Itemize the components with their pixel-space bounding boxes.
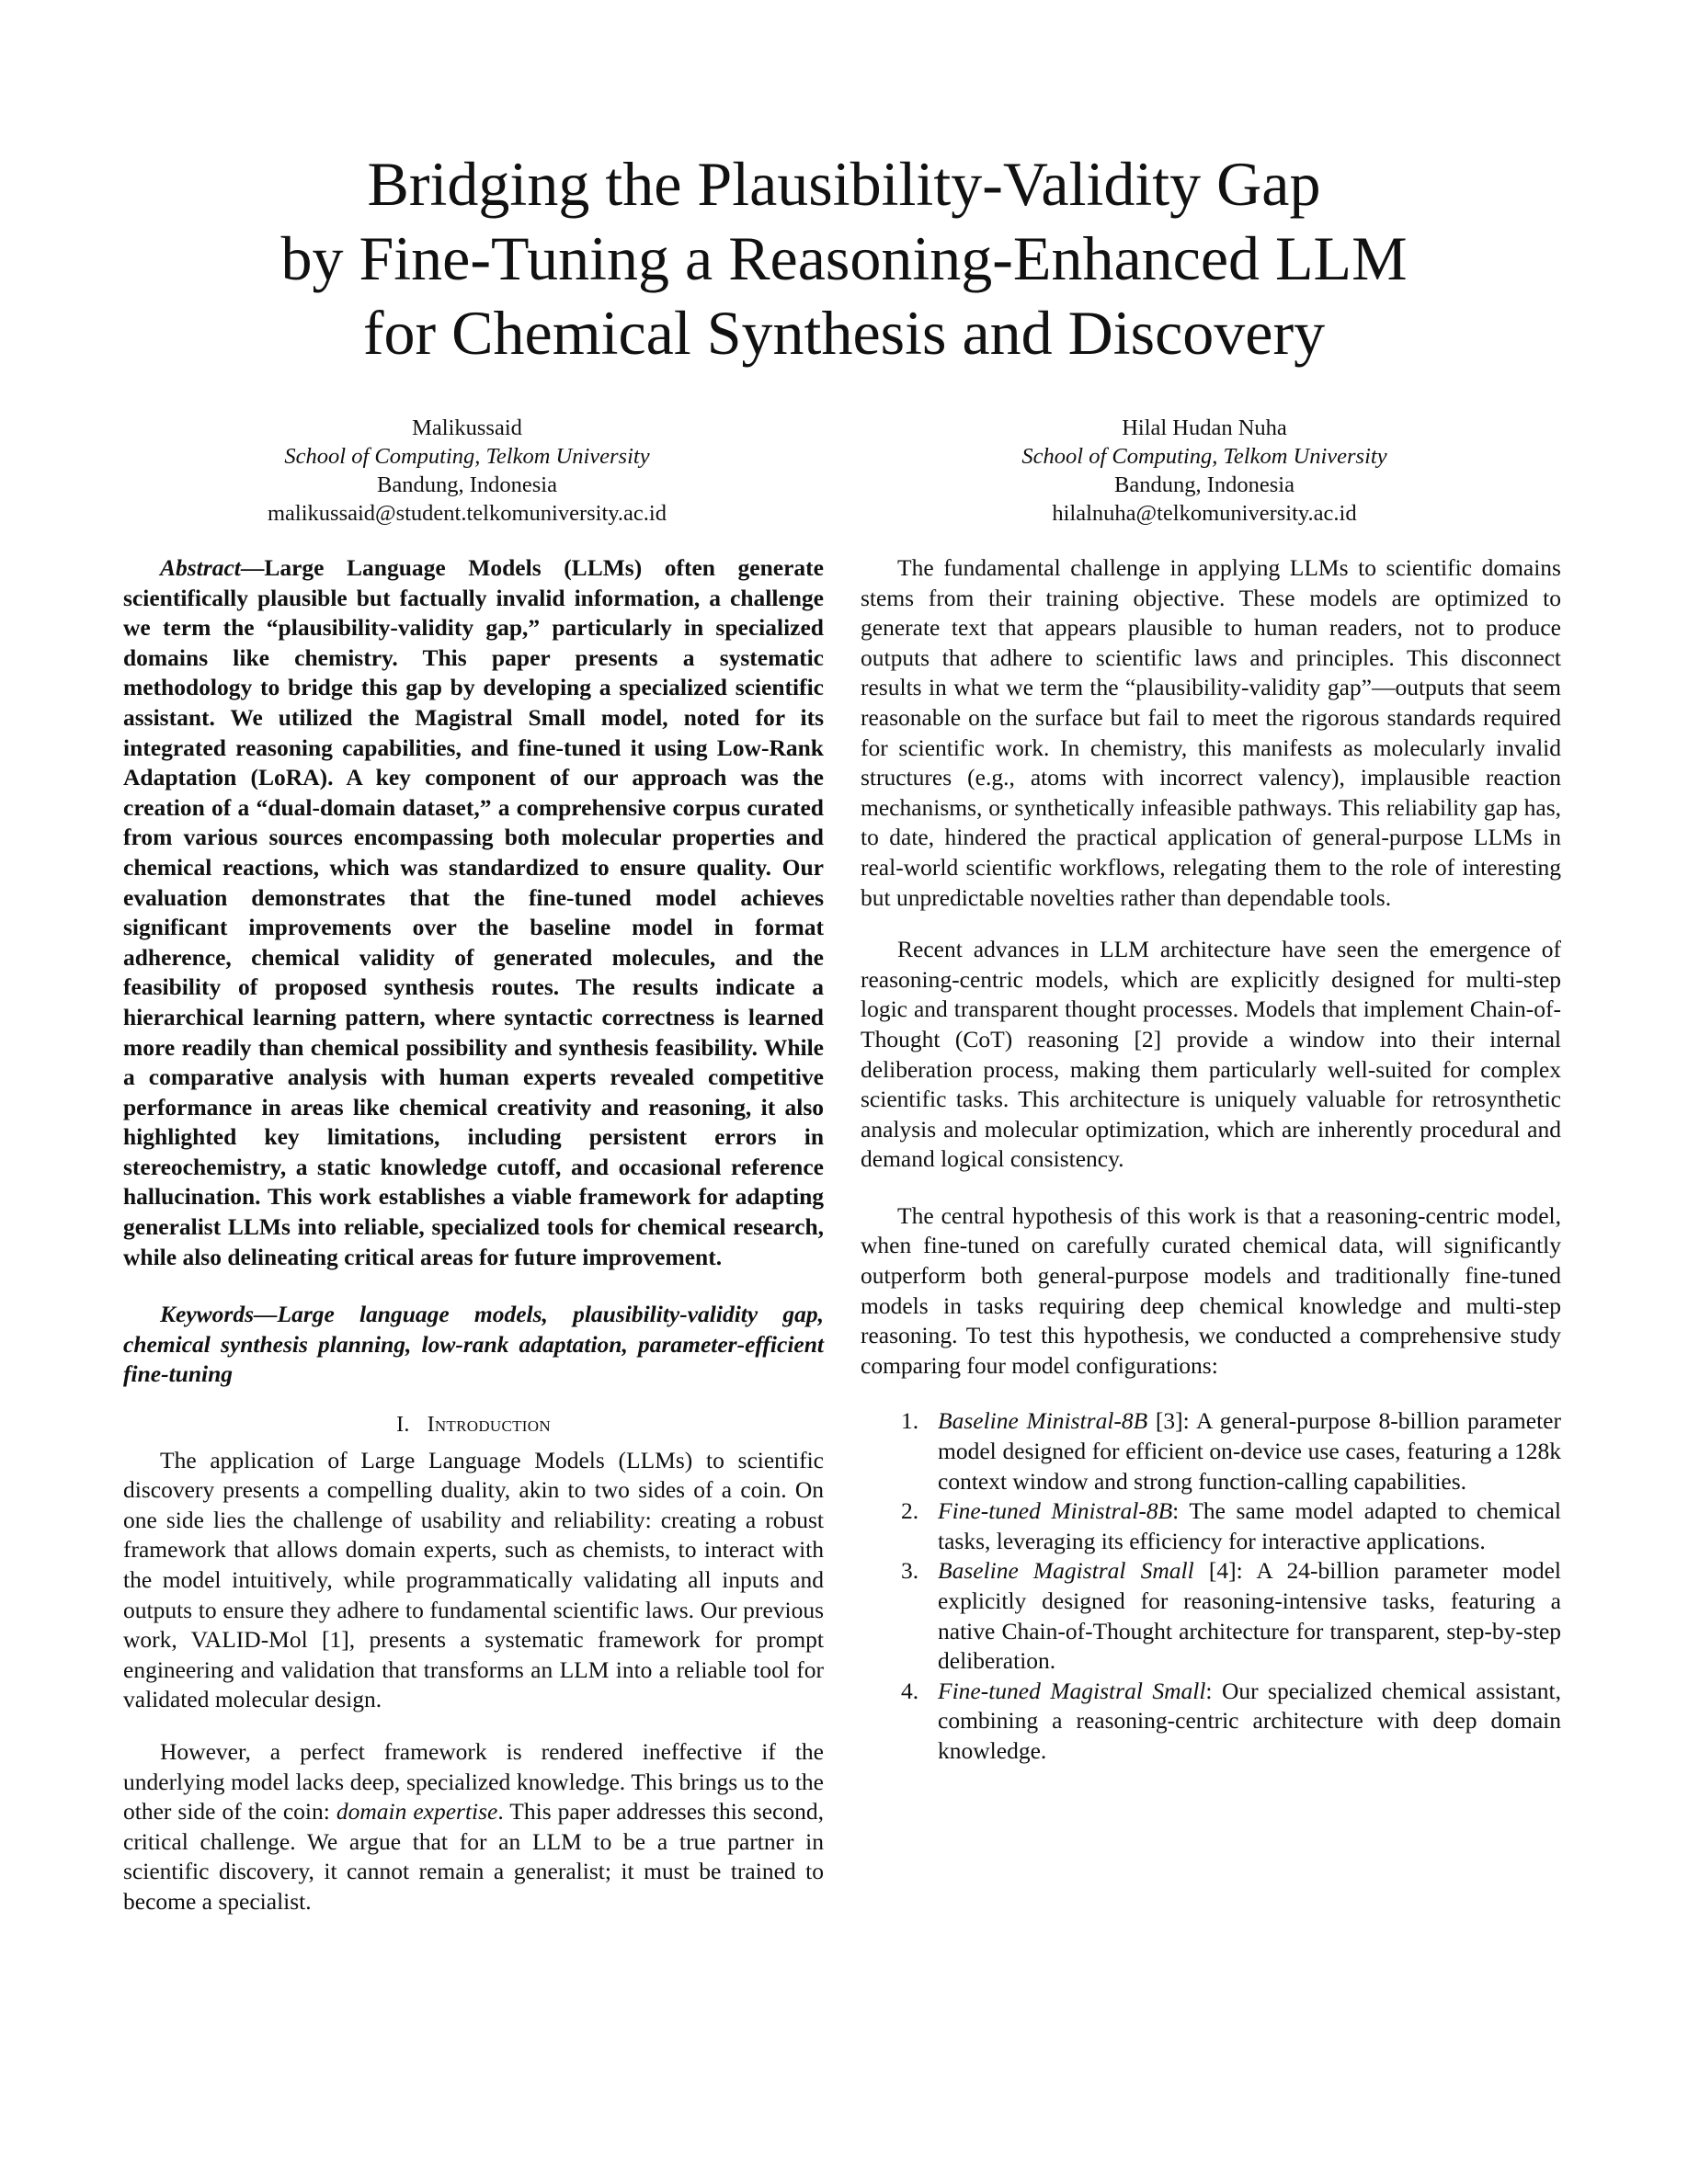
abstract: [123, 553, 824, 1272]
author-name: Malikussaid: [412, 415, 522, 440]
section-number: I.: [396, 1413, 410, 1438]
list-number: 1.: [901, 1407, 919, 1435]
model-name: Baseline Magistral Small: [938, 1557, 1194, 1585]
model-description: [4]: A 24-billion parameter model explicitly designed for reasoning-intensive tasks, featuring a native Chain-of-Thought architecture for transparent, step-by-step deliberation.: [938, 1557, 1561, 1675]
model-description: : Our specialized chemical assistant, combining a reasoning-centric architecture with deep domain knowledge.: [938, 1677, 1561, 1764]
author-block: [118, 414, 816, 528]
list-item: [861, 1496, 1561, 1556]
abstract-label: Abstract: [160, 554, 241, 581]
right-column: [861, 553, 1561, 1767]
list-item: [861, 1406, 1561, 1496]
title-line: by Fine-Tuning a Reasoning-Enhanced LLM: [280, 223, 1408, 293]
section-heading: [123, 1410, 824, 1440]
section-title: Introduction: [427, 1413, 551, 1438]
author-location: Bandung, Indonesia: [1114, 472, 1295, 497]
list-number: 2.: [901, 1497, 919, 1525]
paragraph: [123, 1737, 824, 1917]
list-number: 4.: [901, 1677, 919, 1704]
author-block: [855, 414, 1554, 528]
author-location: Bandung, Indonesia: [377, 472, 557, 497]
title-line: Bridging the Plausibility-Validity Gap: [367, 149, 1321, 219]
model-name: Fine-tuned Ministral-8B: [938, 1497, 1173, 1525]
paper-title: [147, 147, 1541, 370]
list-item: [861, 1556, 1561, 1676]
paragraph: The fundamental challenge in applying LLMs to scientific domains stems from their training objective. These models are optimized to generate text that appears plausible to human readers, not to produce outputs that adhere to scientific laws and principles. This disconnect results in what we term the “plausibility-validity gap”—outputs that seem reasonable on the surface but fail to meet the rigorous standards required for scientific work. In chemistry, this manifests as molecularly invalid structures (e.g., atoms with incorrect valency), implausible reaction mechanisms, or synthetically infeasible pathways. This reliability gap has, to date, hindered the practical application of general-purpose LLMs in real-world scientific workflows, relegating them to the role of interesting but unpredictable novelties rather than dependable tools.: [861, 554, 1561, 911]
emphasis-text: domain expertise: [336, 1798, 498, 1826]
list-number: 3.: [901, 1557, 919, 1585]
paragraph-text: . This paper addresses this second, critical challenge. We argue that for an LLM to be a true partner in scientific discovery, it cannot remain a generalist; it must be trained to become a specialist.: [123, 1798, 824, 1915]
paragraph: The central hypothesis of this work is that a reasoning-centric model, when fine-tuned on carefully curated chemical data, will significantly outperform both general-purpose models and traditionally fine-tuned models in tasks requiring deep chemical knowledge and multi-step reasoning. To test this hypothesis, we conducted a comprehensive study comparing four model configurations:: [861, 1201, 1561, 1379]
author-affiliation: School of Computing, Telkom University: [284, 444, 650, 469]
paragraph: The application of Large Language Models (LLMs) to scientific discovery presents a compelling duality, akin to two sides of a coin. On one side lies the challenge of usability and reliability: creating a robust framework that allows domain experts, such as chemists, to interact with the model intuitively, while programmatically validating all inputs and outputs to ensure they adhere to fundamental scientific laws. Our previous work, VALID-Mol [1], presents a systematic framework for prompt engineering and validation that transforms an LLM into a reliable tool for validated molecular design.: [123, 1446, 824, 1713]
model-list: [861, 1406, 1561, 1766]
model-description: [3]: A general-purpose 8-billion parameter model designed for efficient on-device use cases, featuring a 128k context window and strong function-calling capabilities.: [938, 1407, 1561, 1495]
author-name: Hilal Hudan Nuha: [1122, 415, 1287, 440]
model-description: : The same model adapted to chemical tasks, leveraging its efficiency for interactive applications.: [938, 1497, 1561, 1554]
paragraph: Recent advances in LLM architecture have seen the emergence of reasoning-centric models, which are explicitly designed for multi-step logic and transparent thought processes. Models that implement Chain-of-Thought (CoT) reasoning [2] provide a window into their internal deliberation process, making them particularly well-suited for complex scientific tasks. This architecture is uniquely valuable for retrosynthetic analysis and molecular optimization, which are inherently procedural and demand logical consistency.: [861, 936, 1561, 1173]
model-name: Fine-tuned Magistral Small: [938, 1677, 1206, 1704]
list-item: [861, 1677, 1561, 1767]
left-column: [123, 553, 824, 1917]
author-affiliation: School of Computing, Telkom University: [1021, 444, 1387, 469]
model-name: Baseline Ministral-8B: [938, 1407, 1148, 1435]
keywords: Keywords—Large language models, plausibility-validity gap, chemical synthesis planning, low-rank adaptation, parameter-efficient fine-tuning: [123, 1301, 824, 1388]
author-email: malikussaid@student.telkomuniversity.ac.id: [267, 501, 667, 526]
author-email: hilalnuha@telkomuniversity.ac.id: [1052, 501, 1357, 526]
abstract-body: Large Language Models (LLMs) often generate scientifically plausible but factually invalid information, a challenge we term the “plausibility-validity gap,” particularly in specialized domains like chemistry. This paper presents a systematic methodology to bridge this gap by developing a specialized scientific assistant. We utilized the Magistral Small model, noted for its integrated reasoning capabilities, and fine-tuned it using Low-Rank Adaptation (LoRA). A key component of our approach was the creation of a “dual-domain dataset,” a comprehensive corpus curated from various sources encompassing both molecular properties and chemical reactions, which was standardized to ensure quality. Our evaluation demonstrates that the fine-tuned model achieves significant improvements over the baseline model in format adherence, chemical validity of generated molecules, and the feasibility of proposed synthesis routes. The results indicate a hierarchical learning pattern, where syntactic correctness is learned more readily than chemical possibility and synthesis feasibility. While a comparative analysis with human experts revealed competitive performance in areas like chemical creativity and reasoning, it also highlighted key limitations, including persistent errors in stereochemistry, a static knowledge cutoff, and occasional reference hallucination. This work establishes a viable framework for adapting generalist LLMs into reliable, specialized tools for chemical research, while also delineating critical areas for future improvement.: [123, 554, 824, 1270]
abstract-dash: —: [240, 554, 265, 581]
title-line: for Chemical Synthesis and Discovery: [362, 298, 1326, 368]
paragraph-text: However, a perfect framework is rendered ineffective if the underlying model lacks deep, specialized knowledge. This brings us to the other side of the coin:: [123, 1737, 824, 1826]
